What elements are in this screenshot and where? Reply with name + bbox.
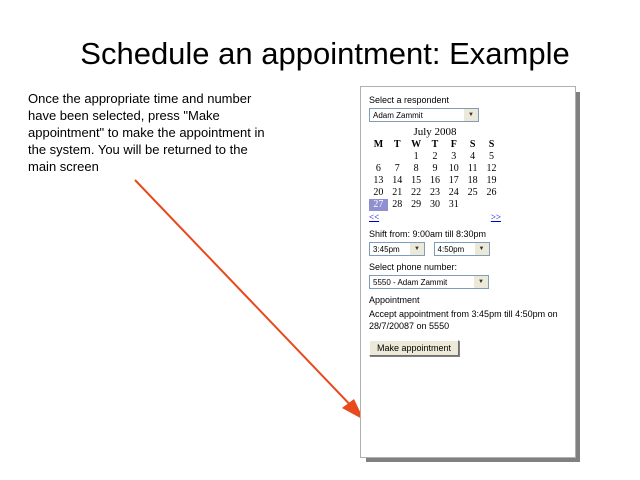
calendar-weekday: M: [373, 139, 384, 150]
calendar-day[interactable]: 1: [413, 151, 419, 162]
calendar-day[interactable]: 29: [411, 199, 422, 210]
calendar-day[interactable]: 18: [467, 175, 478, 186]
chevron-down-icon: ▼: [474, 243, 489, 255]
calendar-day[interactable]: 7: [394, 163, 400, 174]
app-screenshot: [360, 86, 576, 458]
calendar-day[interactable]: 15: [411, 175, 422, 186]
calendar-day[interactable]: 11: [467, 163, 478, 174]
make-appointment-button[interactable]: Make appointment: [369, 340, 459, 356]
page-title: Schedule an appointment: Example: [80, 36, 570, 71]
calendar-day[interactable]: 12: [486, 163, 497, 174]
calendar-weekday: S: [469, 139, 476, 150]
calendar-week-row: [369, 163, 501, 175]
phone-label: Select phone number:: [369, 262, 458, 272]
calendar-day[interactable]: 16: [429, 175, 440, 186]
calendar-day[interactable]: 28: [392, 199, 403, 210]
calendar-day[interactable]: 10: [448, 163, 459, 174]
time-range-row: [369, 242, 567, 256]
calendar-day[interactable]: 9: [432, 163, 438, 174]
calendar-week-row: [369, 199, 501, 211]
calendar-day[interactable]: 3: [451, 151, 457, 162]
calendar-week-row: [369, 187, 501, 199]
respondent-label: Select a respondent: [369, 95, 450, 105]
calendar-weekday-row: [369, 139, 501, 151]
calendar-month: July 2008: [413, 126, 457, 138]
calendar-weekday: W: [411, 139, 422, 150]
calendar-day[interactable]: 19: [486, 175, 497, 186]
calendar-prev-link[interactable]: <<: [369, 212, 380, 222]
calendar-week-row: [369, 151, 501, 163]
calendar-day[interactable]: 30: [429, 199, 440, 210]
calendar-day[interactable]: 21: [392, 187, 403, 198]
calendar-day[interactable]: 13: [373, 175, 384, 186]
time-to-value: 4:50pm: [437, 245, 465, 254]
time-from-value: 3:45pm: [373, 245, 400, 254]
calendar-day[interactable]: 22: [411, 187, 422, 198]
phone-select[interactable]: [369, 275, 489, 289]
calendar-weekday: F: [450, 139, 457, 150]
calendar-day[interactable]: 20: [373, 187, 384, 198]
shift-hours-text: Shift from: 9:00am till 8:30pm: [369, 229, 487, 239]
calendar-day[interactable]: 5: [489, 151, 495, 162]
calendar-grid: [369, 139, 501, 211]
calendar-day[interactable]: 31: [448, 199, 459, 210]
calendar-day[interactable]: 23: [429, 187, 440, 198]
chevron-down-icon: ▼: [409, 243, 424, 255]
calendar-day[interactable]: 2: [432, 151, 438, 162]
calendar-day[interactable]: 6: [375, 163, 381, 174]
respondent-select-value: Adam Zammit: [373, 111, 423, 120]
calendar-day[interactable]: 8: [413, 163, 419, 174]
appointment-summary: Accept appointment from 3:45pm till 4:50pm on 28/7/20087 on 5550: [369, 309, 558, 331]
time-to-select[interactable]: [434, 242, 490, 256]
calendar-day[interactable]: 14: [392, 175, 403, 186]
time-from-select[interactable]: [369, 242, 425, 256]
calendar-day[interactable]: 26: [486, 187, 497, 198]
callout-text: Once the appropriate time and number have been selected, press "Make appointment" to make the appointment in the system. You will be returned to the main screen: [28, 91, 265, 174]
calendar-day[interactable]: [482, 199, 501, 211]
calendar-day-selected[interactable]: 27: [369, 199, 388, 211]
chevron-down-icon: ▼: [463, 109, 478, 121]
calendar-day[interactable]: 17: [448, 175, 459, 186]
respondent-select[interactable]: [369, 108, 479, 122]
calendar-day[interactable]: [369, 151, 388, 163]
calendar-day[interactable]: [388, 151, 407, 163]
calendar[interactable]: [369, 126, 501, 222]
calendar-day[interactable]: 25: [467, 187, 478, 198]
calendar-next-link[interactable]: >>: [490, 212, 501, 222]
calendar-week-row: [369, 175, 501, 187]
calendar-day[interactable]: 4: [470, 151, 476, 162]
phone-select-value: 5550 - Adam Zammit: [373, 278, 448, 287]
calendar-weekday: T: [393, 139, 401, 150]
calendar-day[interactable]: [463, 199, 482, 211]
calendar-weekday: S: [488, 139, 495, 150]
arrow-annotation: [130, 175, 380, 425]
chevron-down-icon: ▼: [473, 276, 488, 288]
appointment-heading: Appointment: [369, 295, 420, 305]
calendar-weekday: T: [431, 139, 439, 150]
calendar-nav: [369, 212, 501, 222]
calendar-day[interactable]: 24: [448, 187, 459, 198]
